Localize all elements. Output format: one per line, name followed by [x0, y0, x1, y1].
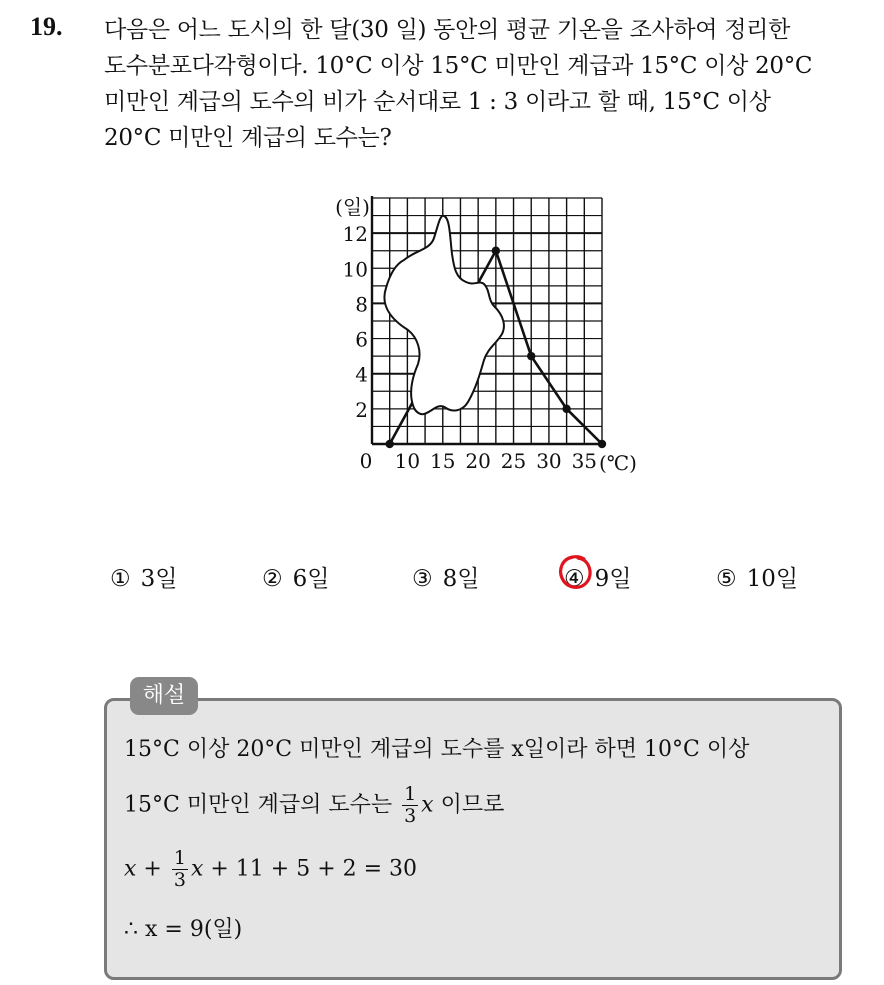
choice-4[interactable] [564, 560, 631, 593]
fraction [172, 848, 188, 891]
solution-text: 15°C 미만인 계급의 도수는 [124, 792, 393, 818]
x-tick-label: 35 [571, 449, 598, 473]
variable: x [190, 856, 204, 882]
solution-line-3 [124, 848, 417, 891]
choice-1[interactable] [110, 560, 177, 593]
fraction-numerator: 1 [173, 847, 186, 869]
solution-line-4: ∴ x = 9(일) [124, 917, 243, 942]
x-tick-label: 0 [359, 449, 373, 473]
solution-line-2 [124, 784, 504, 827]
choice-number: ⑤ [716, 566, 737, 592]
data-point [527, 352, 535, 360]
choice-number: ④ [564, 566, 585, 592]
choice-5[interactable] [716, 560, 798, 593]
choice-number: ③ [412, 566, 433, 592]
data-point [385, 440, 393, 448]
x-tick-label: 25 [500, 449, 527, 473]
x-tick-label: 20 [465, 449, 491, 473]
choice-3[interactable] [412, 560, 479, 593]
operator: + [143, 856, 162, 882]
y-tick-label: 10 [342, 257, 368, 282]
y-tick-label: 6 [355, 327, 368, 352]
ink-blot-shape [384, 216, 504, 414]
x-tick-label: 15 [430, 449, 456, 473]
y-tick-label: 12 [342, 222, 368, 247]
x-tick-label: 10 [394, 449, 421, 473]
solution-text: + 11 + 5 + 2 = 30 [210, 856, 418, 882]
variable: x [124, 856, 137, 882]
question-number: 19. [30, 12, 63, 41]
solution-tab: 해설 [130, 677, 198, 715]
fraction-denominator: 3 [173, 869, 186, 891]
question-line: 20°C 미만인 계급의 도수는? [104, 125, 392, 151]
x-axis-label: (℃) [599, 451, 637, 475]
solution-line-1: 15°C 이상 20°C 미만인 계급의 도수를 x일이라 하면 10°C 이상 [124, 737, 750, 762]
data-point [562, 405, 570, 413]
choice-label: 6일 [292, 566, 330, 592]
question-line: 다음은 어느 도시의 한 달(30 일) 동안의 평균 기온을 조사하여 정리한 [104, 17, 790, 43]
choice-number: ① [110, 566, 131, 592]
choice-2[interactable] [262, 560, 329, 593]
fraction-denominator: 3 [404, 805, 417, 827]
question-line: 미만인 계급의 도수의 비가 순서대로 1 : 3 이라고 할 때, 15°C 이상 [104, 89, 771, 115]
choice-label: 8일 [442, 566, 480, 592]
variable: x [421, 792, 434, 818]
fraction-numerator: 1 [404, 783, 417, 805]
y-tick-label: 4 [355, 362, 368, 387]
choice-label: 10일 [746, 566, 799, 592]
choice-label: 3일 [140, 566, 178, 592]
answer-choices [100, 560, 820, 596]
choice-number: ② [262, 566, 283, 592]
x-tick-label: 30 [536, 449, 562, 473]
data-point [492, 247, 500, 255]
solution-text: 이므로 [440, 792, 505, 818]
y-axis-label: (일) [335, 195, 370, 219]
question-text [104, 12, 864, 156]
choice-label: 9일 [594, 566, 632, 592]
y-tick-label: 2 [355, 397, 368, 422]
y-tick-label: 8 [355, 292, 368, 317]
fraction [402, 784, 418, 827]
frequency-polygon-chart [300, 188, 660, 488]
question-line: 도수분포다각형이다. 10°C 이상 15°C 미만인 계급과 15°C 이상 20°C [104, 53, 813, 79]
data-point [598, 440, 606, 448]
